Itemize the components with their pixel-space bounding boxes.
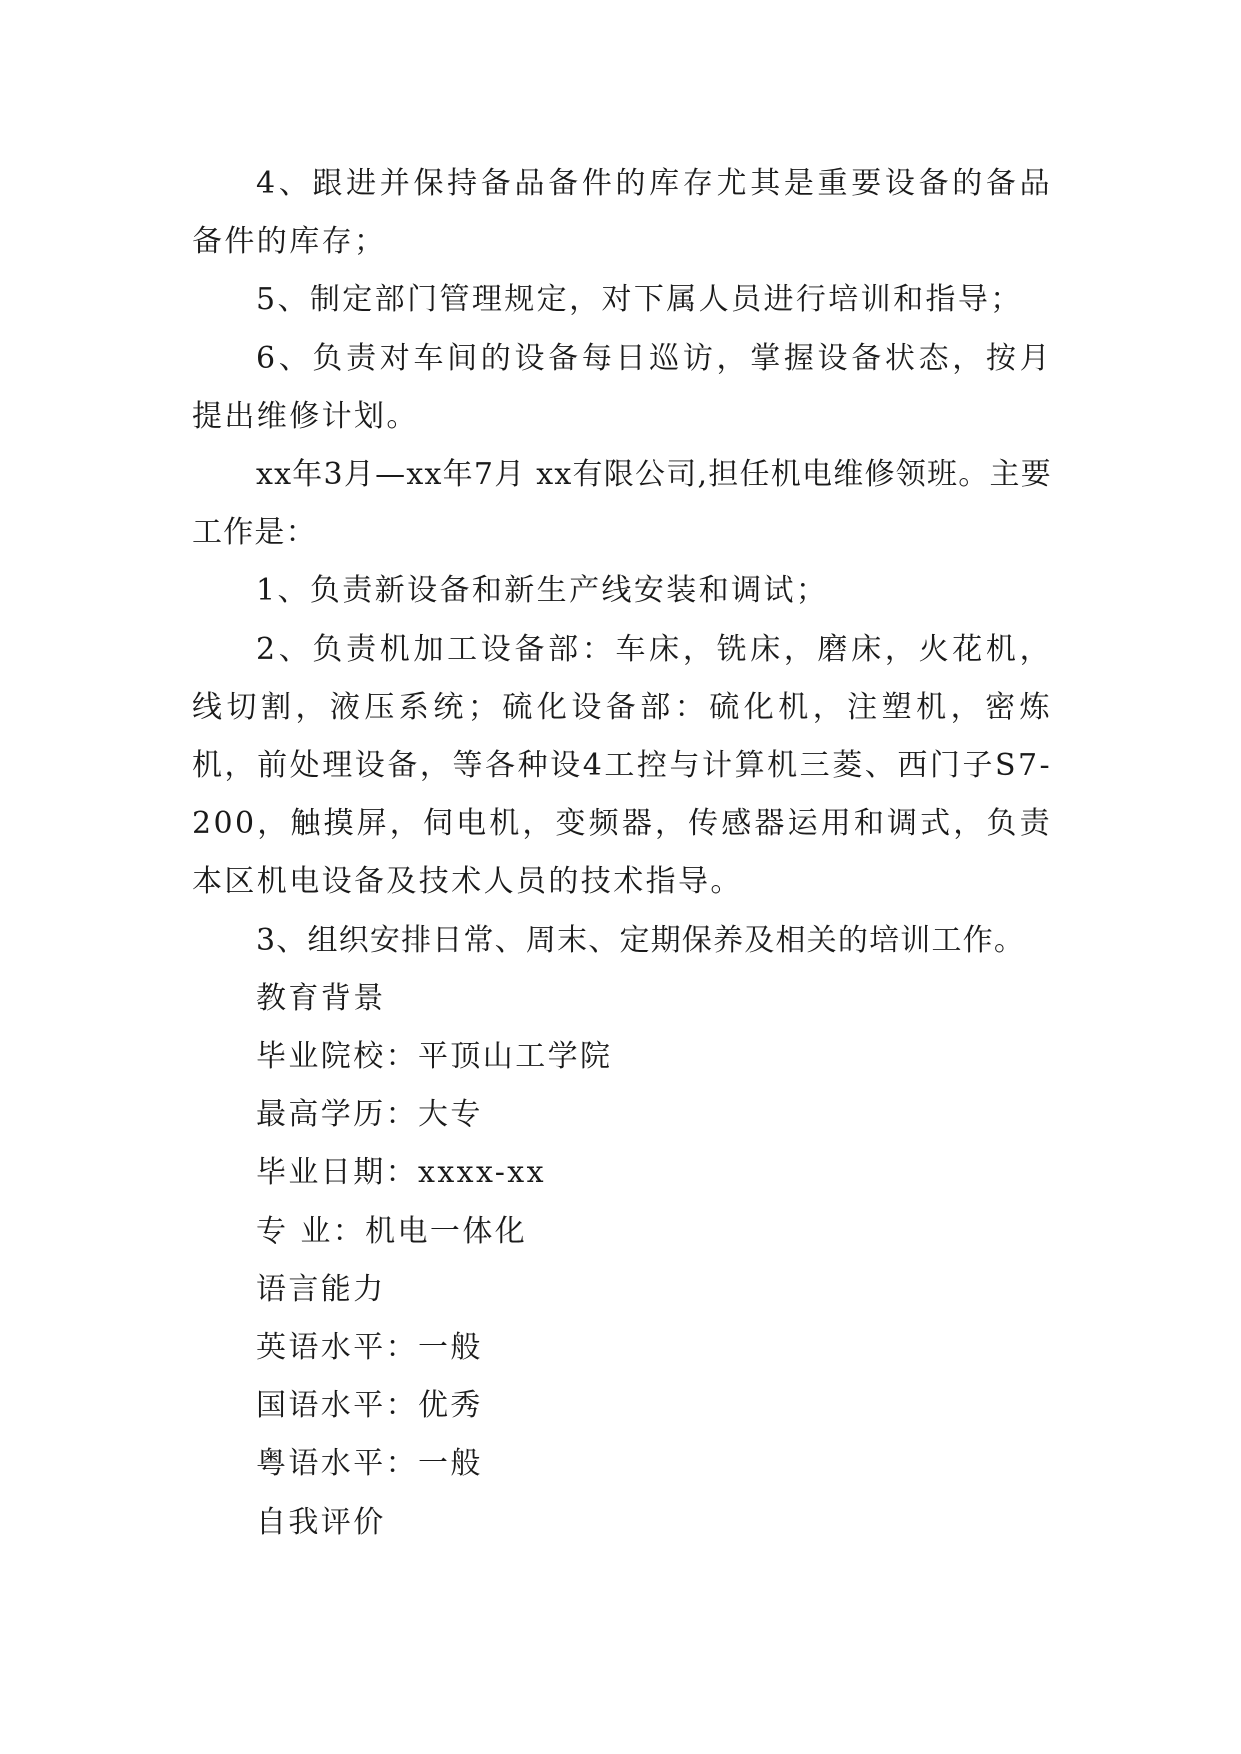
duty-item-1: 1、负责新设备和新生产线安装和调试； — [256, 573, 829, 609]
language-english: 英语水平：一般 — [256, 1330, 483, 1366]
duty-item-3: 3、组织安排日常、周末、定期保养及相关的培训工作。 — [256, 922, 1026, 958]
document-body — [192, 155, 1052, 1552]
paragraph-item-6: 6、负责对车间的设备每日巡访，掌握设备状态，按月提出维修计划。 — [192, 340, 1052, 434]
section-heading-language: 语言能力 — [256, 1271, 386, 1307]
duty-item-2: 2、负责机加工设备部：车床，铣床，磨床，火花机，线切割，液压系统；硫化设备部：硫化机，注塑机，密炼机，前处理设备，等各种设4工控与计算机三菱、西门子S7-200，触摸屏，伺电机，变频器，传感器运用和调式，负责本区机电设备及技术人员的技术指导。 — [192, 631, 1052, 900]
paragraph-item-4: 4、跟进并保持备品备件的库存尤其是重要设备的备品备件的库存； — [192, 166, 1052, 260]
section-heading-self-evaluation: 自我评价 — [256, 1504, 386, 1540]
education-school: 毕业院校：平顶山工学院 — [256, 1039, 613, 1075]
education-major: 专 业：机电一体化 — [256, 1213, 528, 1249]
education-graduation-date: 毕业日期：xxxx-xx — [256, 1155, 546, 1191]
education-degree: 最高学历：大专 — [256, 1097, 483, 1133]
section-heading-education: 教育背景 — [256, 980, 386, 1016]
language-mandarin: 国语水平：优秀 — [256, 1388, 483, 1424]
language-cantonese: 粤语水平：一般 — [256, 1446, 483, 1482]
work-experience-entry: xx年3月—xx年7月 xx有限公司,担任机电维修领班。主要工作是： — [192, 457, 1052, 551]
paragraph-item-5: 5、制定部门管理规定，对下属人员进行培训和指导； — [256, 282, 1023, 318]
